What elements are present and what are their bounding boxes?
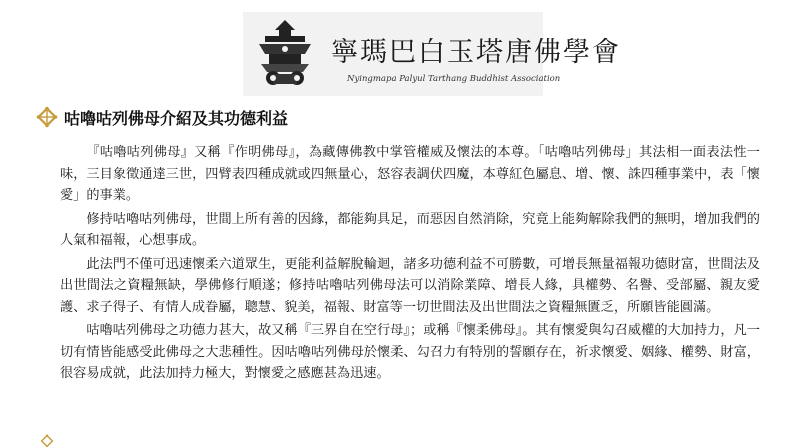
association-banner	[243, 12, 621, 96]
paragraph: 修持咕嚕咕列佛母，世間上所有善的因緣，都能夠具足，而惡因自然消除，究竟上能夠解除我們的無明，增加我們的人氣和福報，心想事成。	[60, 211, 760, 248]
paragraph: 『咕嚕咕列佛母』又稱『作明佛母』，為藏傳佛教中掌管權威及懷法的本尊。「咕嚕咕列佛母」其法相一面表法性一味，三目象徵通達三世，四臂表四種成就或四無量心，怒容表調伏四魔，本尊紅色屬息、增、懷、誅四種事業中，表「懷愛」的事業。	[60, 145, 760, 203]
endless-knot-icon	[36, 106, 58, 128]
buddhist-emblem-icon	[251, 18, 319, 90]
paragraph: 咕嚕咕列佛母之功德力甚大，故又稱『三界自在空行母』；或稱『懷柔佛母』。其有懷愛與勾召威權的大加持力，凡一切有情皆能感受此佛母之大悲種性。因咕嚕咕列佛母於懷柔、勾召力有特別的誓願存在，祈求懷愛、姻緣、權勢、財富，很容易成就，此法加持力極大，對懷愛之感應甚為迅速。	[60, 323, 760, 381]
association-subtitle: Nyingmapa Palyul Tarthang Buddhist Association	[347, 74, 561, 84]
paragraph: 此法門不僅可迅速懷柔六道眾生，更能利益解脫輪迴，諸多功德利益不可勝數，可增長無量福報功德財富，世間法及出世間法之資糧無缺，學佛修行順遂；修持咕嚕咕列佛母法可以消除業障、增長人緣，具權勢、名譽、受部屬、親友愛護、求子得子、有情人成眷屬，聰慧、貌美，福報、財富等一切世間法及出世間法之資糧無匱乏，所願皆能圓滿。	[60, 256, 760, 315]
association-title: 寧瑪巴白玉塔唐佛學會	[331, 37, 621, 68]
section-title: 咕嚕咕列佛母介紹及其功德利益	[64, 108, 289, 128]
article-body	[60, 142, 760, 387]
endless-knot-icon	[40, 434, 54, 448]
section-heading-row	[36, 104, 288, 130]
